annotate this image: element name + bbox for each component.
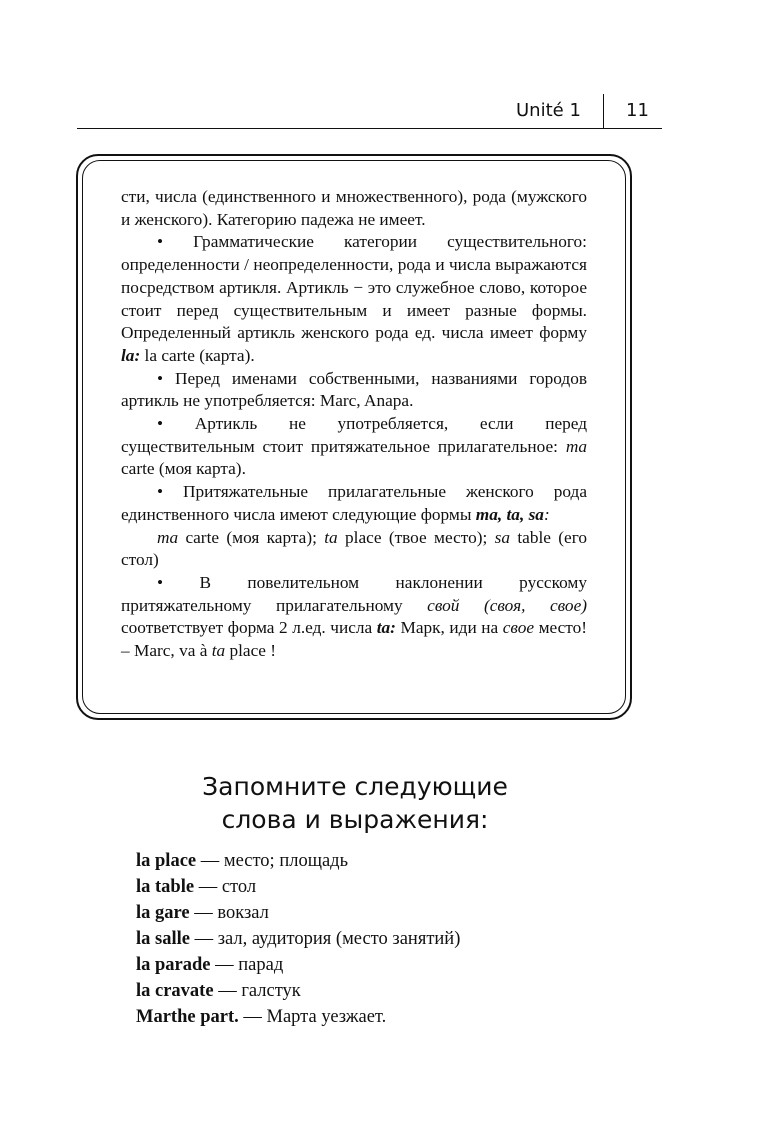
vocab-term: la salle [136, 929, 190, 949]
vocab-item [136, 874, 636, 900]
vocab-item [136, 848, 636, 874]
section-title-line-1: Запомните следующие [202, 772, 508, 801]
header-rule [77, 128, 662, 129]
vocab-item [136, 926, 636, 952]
unit-label: Unité 1 [516, 100, 581, 121]
vocab-translation: — вокзал [189, 903, 269, 923]
header-divider [603, 94, 604, 128]
vocab-term: la parade [136, 955, 211, 975]
vocab-translation: — Марта уезжает. [238, 1007, 387, 1027]
box-paragraph: • Перед именами собственными, названиями городов артикль не употребляется: Marc, Anapa. [121, 368, 587, 411]
vocab-translation: — зал, аудитория (место занятий) [189, 929, 461, 949]
box-paragraph: сти, числа (единственного и множественного), рода (мужского и женского). Категорию падежа не имеет. [121, 187, 587, 229]
page-number: 11 [626, 100, 649, 121]
box-paragraph: • Притяжательные прилагательные женского рода единственного числа имеют следующие формы ma, ta, sa: [121, 482, 587, 524]
vocab-translation: — галстук [213, 981, 301, 1001]
vocab-term: Marthe part. [136, 1007, 239, 1027]
vocab-term: la gare [136, 903, 190, 923]
box-paragraph: ma carte (моя карта); ta place (твое место); sa table (его стол) [121, 527, 587, 570]
box-paragraph: • Артикль не употребляется, если перед существительным стоит притяжательное прилагательное: ma carte (моя карта). [121, 414, 587, 479]
vocabulary-list [136, 848, 636, 1030]
section-title-line-2: слова и выражения: [221, 805, 489, 834]
section-title [150, 770, 560, 836]
vocab-translation: — место; площадь [196, 851, 349, 871]
vocab-translation: — стол [194, 877, 257, 897]
vocab-term: la place [136, 851, 197, 871]
vocab-term: la cravate [136, 981, 214, 1001]
vocab-item [136, 1004, 636, 1030]
vocab-item [136, 900, 636, 926]
vocab-item [136, 952, 636, 978]
box-paragraph: • В повелительном наклонении русскому притяжательному прилагательному свой (своя, свое) соответствует форма 2 л.ед. числа ta: Марк, иди на свое место! – Marc, va à ta place ! [121, 572, 587, 661]
grammar-box-text [121, 186, 587, 663]
vocab-translation: — парад [210, 955, 284, 975]
box-paragraph: • Грамматические категории существительного: определенности / неопределенности, рода и числа выражаются посредством артикля. Артикль − это служебное слово, которое стоит перед существительным и имеет разные формы. Определенный артикль женского рода ед. числа имеет форму la: la carte (карта). [121, 232, 587, 365]
vocab-term: la table [136, 877, 195, 897]
vocab-item [136, 978, 636, 1004]
